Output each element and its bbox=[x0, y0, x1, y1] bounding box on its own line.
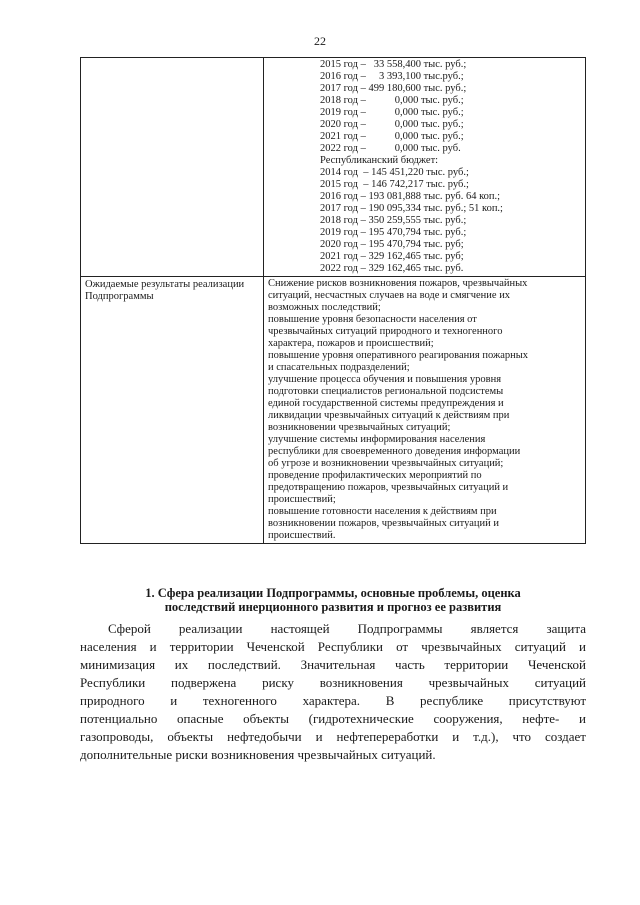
results-line: чрезвычайных ситуаций природного и техногенного bbox=[268, 326, 503, 337]
section-heading-line: последствий инерционного развития и прогноз ее развития bbox=[164, 600, 502, 614]
results-label: Ожидаемые результаты реализации Подпрограммы bbox=[85, 279, 245, 302]
financing-line: 2021 год – 329 162,465 тыс. руб; bbox=[320, 251, 464, 262]
results-line: возникновении чрезвычайных ситуаций; bbox=[268, 422, 451, 433]
financing-label-cell bbox=[81, 58, 264, 277]
financing-line: 2016 год – 3 393,100 тыс.руб.; bbox=[320, 71, 464, 82]
results-line: подготовки специалистов региональной подсистемы bbox=[268, 386, 504, 397]
results-line: об угрозе и возникновении чрезвычайных ситуаций; bbox=[268, 458, 504, 469]
results-line: происшествий; bbox=[268, 494, 336, 505]
financing-line: 2022 год – 329 162,465 тыс. руб. bbox=[320, 263, 464, 274]
financing-line: 2018 год – 0,000 тыс. руб.; bbox=[320, 95, 464, 106]
financing-values-cell bbox=[264, 58, 586, 277]
table-row-financing bbox=[81, 58, 586, 277]
financing-line: 2015 год – 146 742,217 тыс. руб.; bbox=[320, 179, 469, 190]
results-line: происшествий. bbox=[268, 530, 336, 541]
results-line: повышение готовности населения к действиям при bbox=[268, 506, 497, 517]
results-line: и спасательных подразделений; bbox=[268, 362, 410, 373]
financing-line: 2019 год – 195 470,794 тыс. руб.; bbox=[320, 227, 467, 238]
paragraph-line: минимизация их последствий. Значительная часть территории Чеченской bbox=[80, 657, 586, 672]
paragraph-line: потенциально опасные объекты (гидротехнические сооружения, нефте- и bbox=[80, 711, 586, 726]
financing-line: 2022 год – 0,000 тыс. руб. bbox=[320, 143, 461, 154]
results-line: предотвращению пожаров, чрезвычайных ситуаций и bbox=[268, 482, 509, 493]
passport-table bbox=[80, 57, 586, 544]
section-paragraph bbox=[80, 620, 586, 764]
financing-line: 2020 год – 195 470,794 тыс. руб; bbox=[320, 239, 464, 250]
financing-line: 2014 год – 145 451,220 тыс. руб.; bbox=[320, 167, 469, 178]
financing-line: 2017 год – 190 095,334 тыс. руб.; 51 коп.; bbox=[320, 203, 503, 214]
financing-line: Республиканский бюджет: bbox=[320, 155, 439, 166]
table-row-results bbox=[81, 277, 586, 544]
financing-line: 2019 год – 0,000 тыс. руб.; bbox=[320, 107, 464, 118]
results-line: улучшение процесса обучения и повышения уровня bbox=[268, 374, 502, 385]
results-label-cell bbox=[81, 277, 264, 544]
results-line: республики для своевременного доведения информации bbox=[268, 446, 521, 457]
results-line: повышение уровня оперативного реагирования пожарных bbox=[268, 350, 529, 361]
paragraph-line: природного и техногенного характера. В республике присутствуют bbox=[80, 693, 586, 708]
results-line: характера, пожаров и происшествий; bbox=[268, 338, 434, 349]
results-line: возникновении пожаров, чрезвычайных ситуаций и bbox=[268, 518, 499, 529]
results-line: Снижение рисков возникновения пожаров, чрезвычайных bbox=[268, 278, 528, 289]
results-line: возможных последствий; bbox=[268, 302, 381, 313]
results-line: ликвидации чрезвычайных ситуаций к действиям при bbox=[268, 410, 510, 421]
results-values-cell bbox=[264, 277, 586, 544]
results-line: улучшение системы информирования населения bbox=[268, 434, 486, 445]
financing-line: 2020 год – 0,000 тыс. руб.; bbox=[320, 119, 464, 130]
financing-line: 2017 год – 499 180,600 тыс. руб.; bbox=[320, 83, 467, 94]
paragraph-line: Сферой реализации настоящей Подпрограммы является защита bbox=[108, 621, 586, 636]
paragraph-line: дополнительные риски возникновения чрезвычайных ситуаций. bbox=[80, 747, 436, 762]
financing-line: 2021 год – 0,000 тыс. руб.; bbox=[320, 131, 464, 142]
results-line: ситуаций, несчастных случаев на воде и смягчение их bbox=[268, 290, 511, 301]
section-heading-line: 1. Сфера реализации Подпрограммы, основные проблемы, оценка bbox=[145, 586, 521, 600]
paragraph-line: газопроводы, объекты нефтедобычи и нефтепереработки и т.д.), что создает bbox=[80, 729, 586, 744]
results-line: повышение уровня безопасности населения от bbox=[268, 314, 477, 325]
section-heading bbox=[80, 586, 586, 614]
financing-line: 2015 год – 33 558,400 тыс. руб.; bbox=[320, 59, 467, 70]
page-number: 22 bbox=[314, 34, 326, 48]
results-line: единой государственной системы предупреждения и bbox=[268, 398, 504, 409]
paragraph-line: населения и территории Чеченской Республики от чрезвычайных ситуаций и bbox=[80, 639, 586, 654]
paragraph-line: Республики подвержена риску возникновения чрезвычайных ситуаций bbox=[80, 675, 586, 690]
financing-line: 2016 год – 193 081,888 тыс. руб. 64 коп.; bbox=[320, 191, 501, 202]
results-line: проведение профилактических мероприятий по bbox=[268, 470, 482, 481]
financing-line: 2018 год – 350 259,555 тыс. руб.; bbox=[320, 215, 467, 226]
